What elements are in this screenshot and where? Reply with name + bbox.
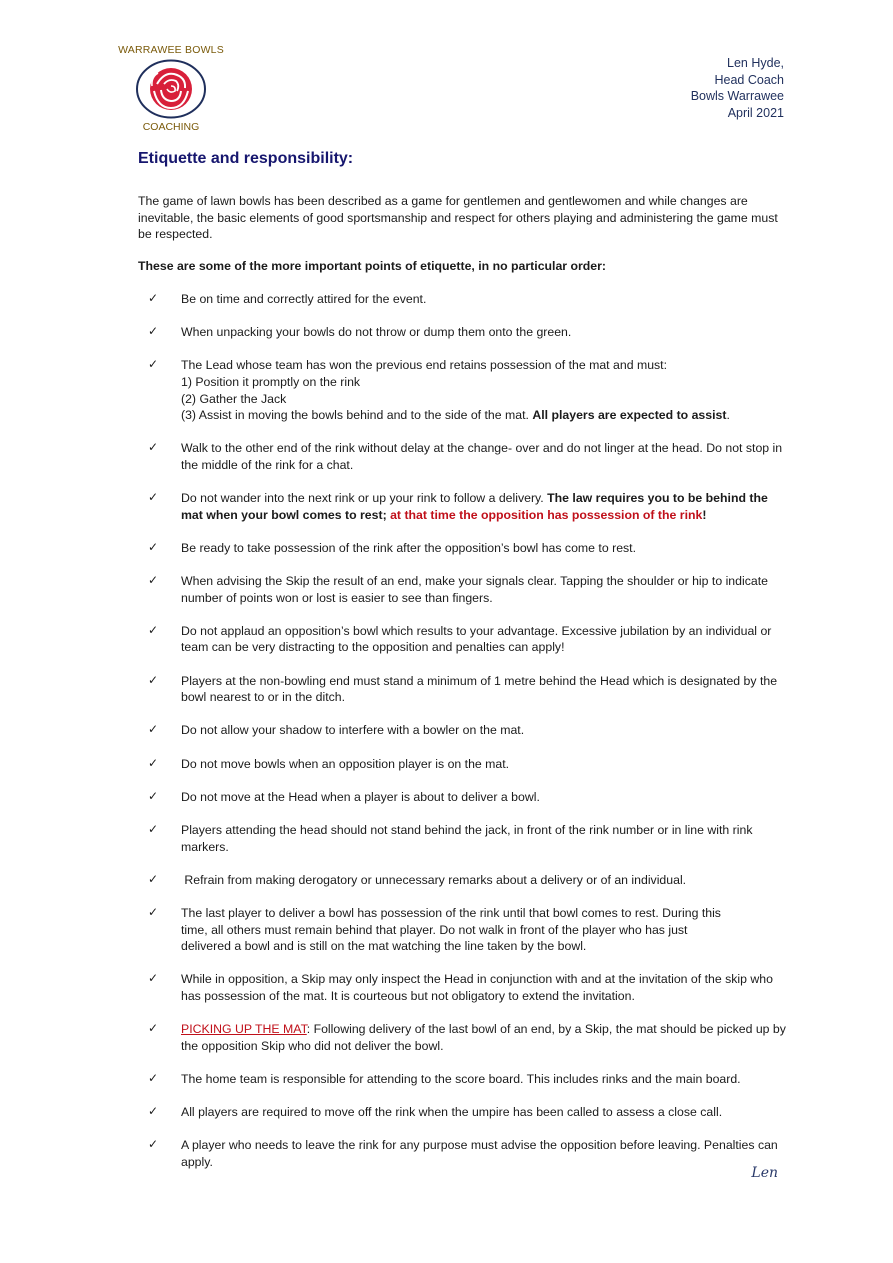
item-line: time, all others must remain behind that player. Do not walk in front of the player who has just: [181, 922, 688, 937]
item-text: While in opposition, a Skip may only inspect the Head in conjunction with and at the invitation of the skip who has possession of the mat. It is courteous but not obligatory to extend the invitation.: [181, 972, 773, 1003]
item-text: Be ready to take possession of the rink after the opposition’s bowl has come to rest.: [181, 540, 637, 555]
check-icon: ✓: [148, 539, 159, 554]
item-text: Do not wander into the next rink or up your rink to follow a delivery.: [181, 491, 548, 506]
item-text: Do not allow your shadow to interfere with a bowler on the mat.: [181, 723, 525, 738]
check-icon: ✓: [148, 822, 159, 836]
item-bold-text: All players are expected to assist: [532, 408, 727, 423]
author-name: Len Hyde,: [727, 56, 784, 70]
check-icon: ✓: [148, 622, 159, 637]
item-bold-text: The law requires you to be behind the mat when your bowl comes to rest;: [181, 491, 768, 522]
item-text: Refrain from making derogatory or unnecessary remarks about a delivery or of an individual.: [181, 872, 687, 887]
list-item: [148, 673, 788, 706]
list-item: [148, 324, 788, 341]
page-title: Etiquette and responsibility:: [138, 150, 354, 167]
list-item: [148, 789, 788, 806]
list-item: [148, 623, 788, 656]
list-item: [148, 1021, 788, 1054]
list-item: [148, 573, 788, 606]
item-line: delivered a bowl and is still on the mat watching the line taken by the bowl.: [181, 939, 587, 954]
list-item: [148, 1104, 788, 1121]
check-icon: ✓: [148, 1137, 159, 1152]
list-item: [148, 440, 788, 473]
check-icon: ✓: [148, 1070, 159, 1085]
check-icon: ✓: [148, 324, 159, 339]
list-item: [148, 971, 788, 1004]
author-club: Bowls Warrawee: [690, 89, 784, 103]
check-icon: ✓: [148, 573, 159, 588]
author-date: April 2021: [727, 105, 784, 120]
logo-top-text: WARRAWEE BOWLS: [118, 44, 224, 56]
item-text: All players are required to move off the rink when the umpire has been called to assess a close call.: [181, 1105, 723, 1120]
item-text: When unpacking your bowls do not throw or dump them onto the green.: [181, 325, 572, 340]
item-text: Do not applaud an opposition’s bowl which results to your advantage. Excessive jubilation by an individual or team can be very distracting to the opposition and penalties can apply!: [181, 623, 772, 655]
rose-icon: [134, 58, 208, 120]
list-item: [148, 540, 788, 557]
check-icon: ✓: [148, 971, 159, 986]
item-text: Be on time and correctly attired for the event.: [181, 292, 427, 306]
item-text: Players attending the head should not stand behind the jack, in front of the rink number or in line with rink markers.: [181, 823, 753, 854]
item-line: The Lead whose team has won the previous end retains possession of the mat and must:: [181, 358, 668, 373]
list-item: [148, 291, 788, 308]
check-icon: ✓: [148, 788, 159, 803]
check-icon: ✓: [148, 755, 159, 770]
check-icon: ✓: [148, 1021, 159, 1036]
etiquette-list: [148, 291, 788, 1187]
list-lead: These are some of the more important points of etiquette, in no particular order:: [138, 259, 607, 273]
check-icon: ✓: [148, 1104, 159, 1119]
item-tail: .: [726, 408, 730, 423]
item-red-text: at that time the opposition has possession of the rink: [390, 507, 703, 522]
item-line: 1) Position it promptly on the rink: [181, 374, 361, 389]
item-text: The home team is responsible for attending to the score board. This includes rinks and the main board.: [181, 1071, 741, 1086]
logo-bottom-text: COACHING: [142, 121, 200, 133]
item-line: (2) Gather the Jack: [181, 391, 287, 406]
check-icon: ✓: [148, 672, 159, 687]
list-item: [148, 905, 788, 955]
item-underlined-text: PICKING UP THE MAT: [181, 1022, 307, 1037]
signature: Len: [751, 1165, 778, 1181]
item-line: [181, 407, 788, 424]
list-item: [148, 1137, 788, 1170]
item-text: Do not move at the Head when a player is about to deliver a bowl.: [181, 789, 540, 804]
list-item: [148, 756, 788, 773]
list-item: [148, 490, 788, 523]
check-icon: ✓: [148, 904, 159, 919]
author-role: Head Coach: [714, 72, 784, 87]
item-text: (3) Assist in moving the bowls behind and to the side of the mat.: [181, 408, 533, 423]
item-tail: !: [702, 507, 707, 522]
item-text: : Following delivery of the last bowl of an end, by a Skip, the mat should be picked up by the opposition Skip who did not deliver the bowl.: [181, 1022, 786, 1053]
check-icon: ✓: [148, 357, 159, 372]
list-item: [148, 722, 788, 739]
item-text: When advising the Skip the result of an end, make your signals clear. Tapping the shoulder or hip to indicate number of points won or lost is easier to see than fingers.: [181, 574, 768, 605]
item-text: Walk to the other end of the rink without delay at the change- over and do not linger at the head. Do not stop in the middle of the rink for a chat.: [181, 441, 783, 472]
item-text: Players at the non-bowling end must stand a minimum of 1 metre behind the Head which is designated by the bowl nearest to or in the ditch.: [181, 673, 778, 705]
list-item: [148, 872, 788, 889]
club-logo: [112, 44, 230, 133]
intro-paragraph: The game of lawn bowls has been described as a game for gentlemen and gentlewomen and while changes are inevitable, the basic elements of good sportsmanship and respect for others playing and administering the game must be respected.: [138, 194, 778, 242]
check-icon: ✓: [148, 871, 159, 886]
list-item: [148, 357, 788, 423]
item-line: The last player to deliver a bowl has possession of the rink until that bowl comes to rest. During this: [181, 905, 721, 920]
check-icon: ✓: [148, 291, 159, 305]
list-item: [148, 822, 788, 855]
check-icon: ✓: [148, 490, 159, 505]
item-text: Do not move bowls when an opposition player is on the mat.: [181, 756, 510, 771]
list-item: [148, 1071, 788, 1088]
check-icon: ✓: [148, 722, 159, 737]
check-icon: ✓: [148, 440, 159, 455]
author-block: [691, 55, 784, 121]
item-text: A player who needs to leave the rink for any purpose must advise the opposition before leaving. Penalties can apply.: [181, 1138, 778, 1169]
